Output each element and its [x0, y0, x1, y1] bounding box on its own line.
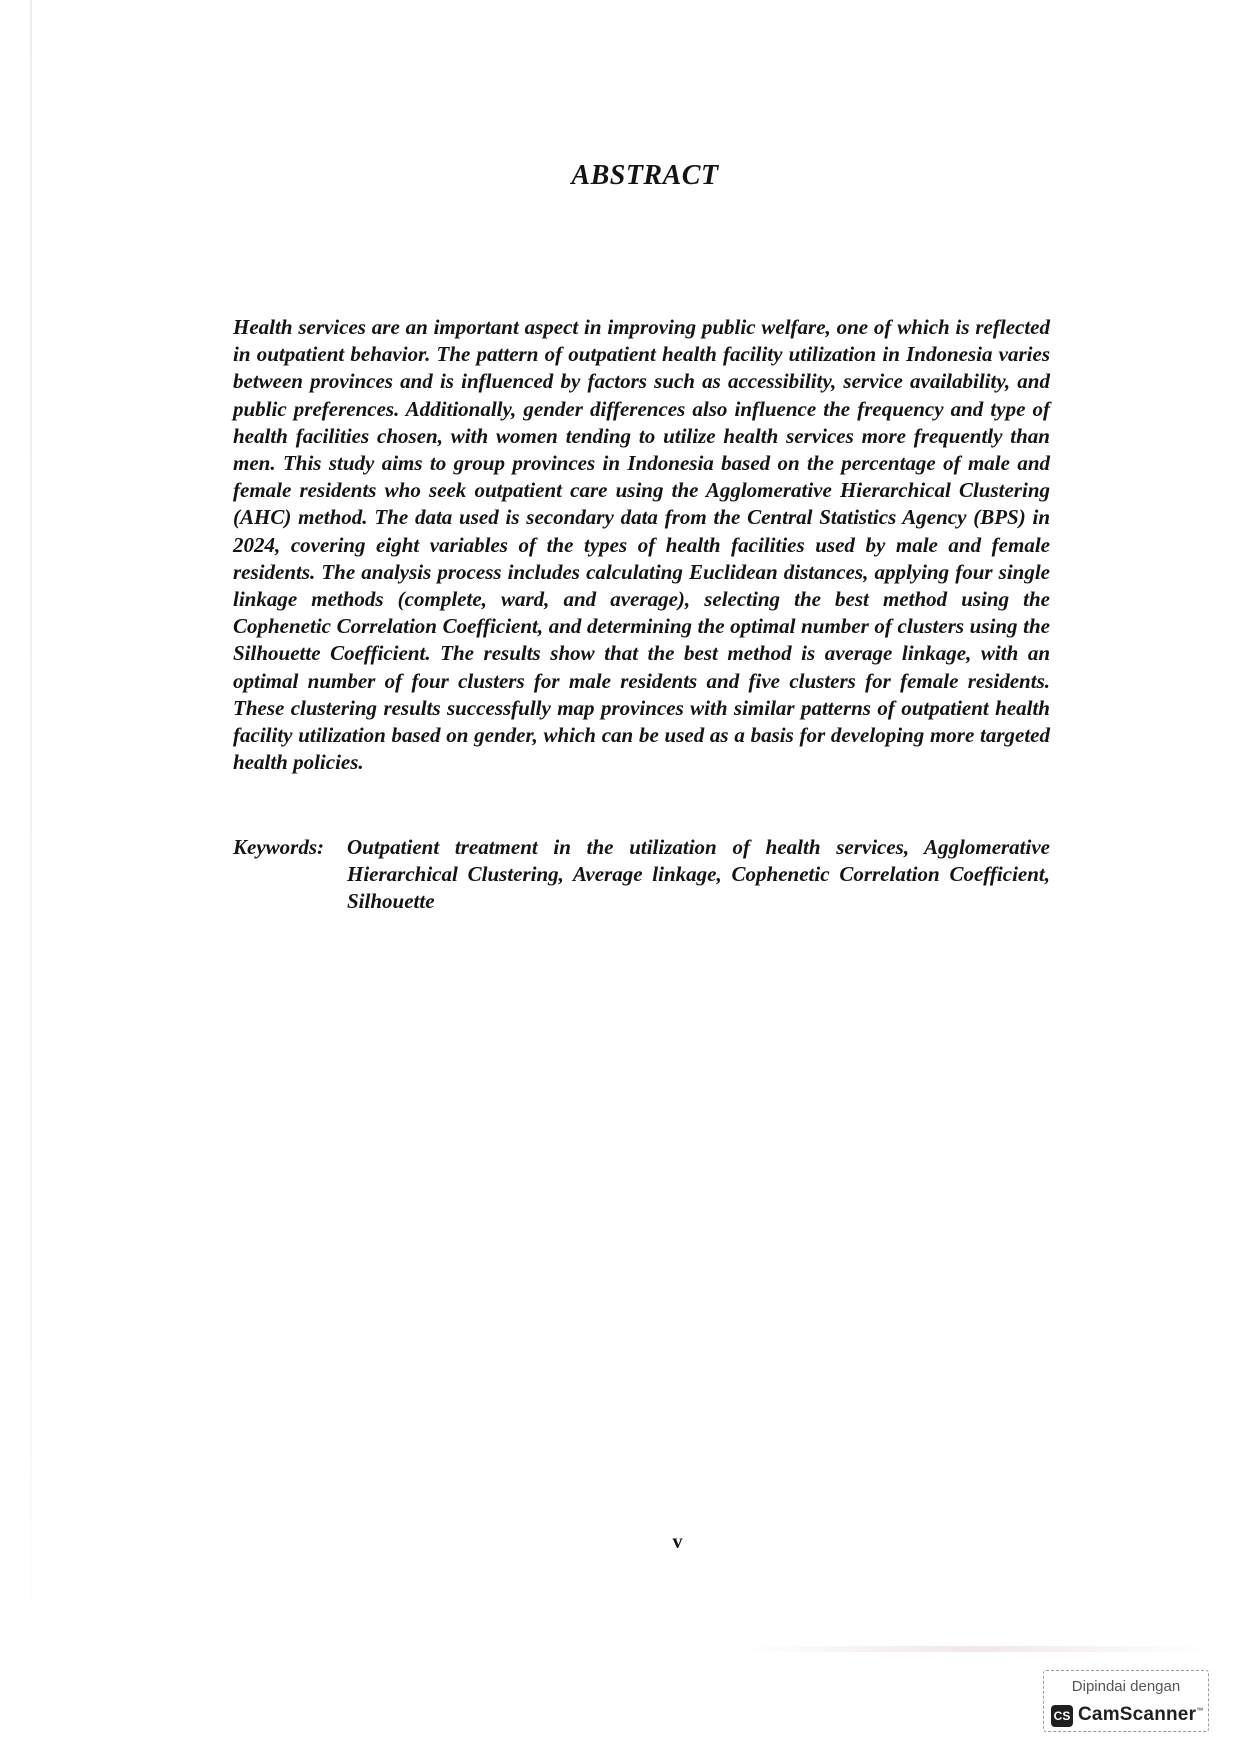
- camscanner-watermark: [1043, 1670, 1209, 1732]
- abstract-title: ABSTRACT: [571, 160, 719, 191]
- trademark-mark: ™: [1196, 1707, 1204, 1715]
- page-number: v: [672, 1531, 683, 1553]
- scan-shadow: [740, 1646, 1210, 1652]
- watermark-caption: Dipindai dengan: [1071, 1678, 1181, 1695]
- camscanner-logo-icon: CS: [1051, 1705, 1073, 1727]
- scan-page-edge: [30, 0, 32, 1650]
- watermark-brand: [1078, 1704, 1203, 1726]
- keywords-label: Keywords:: [233, 835, 324, 859]
- watermark-brand-name: CamScanner: [1078, 1704, 1197, 1725]
- keywords-list: Outpatient treatment in the utilization of health services, Agglomerative Hierarchical Clustering, Average linkage, Cophenetic Correlation Coefficient, Silhouette: [347, 835, 1050, 914]
- abstract-body: Health services are an important aspect in improving public welfare, one of which is reflected in outpatient behavior. The pattern of outpatient health facility utilization in Indonesia varies between provinces and is influenced by factors such as accessibility, service availability, and public preferences. Additionally, gender differences also influence the frequency and type of health facilities chosen, with women tending to utilize health services more frequently than men. This study aims to group provinces in Indonesia based on the percentage of male and female residents who seek outpatient care using the Agglomerative Hierarchical Clustering (AHC) method. The data used is secondary data from the Central Statistics Agency (BPS) in 2024, covering eight variables of the types of health facilities used by male and female residents. The analysis process includes calculating Euclidean distances, applying four single linkage methods (complete, ward, and average), selecting the best method using the Cophenetic Correlation Coefficient, and determining the optimal number of clusters using the Silhouette Coefficient. The results show that the best method is average linkage, with an optimal number of four clusters for male residents and five clusters for female residents. These clustering results successfully map provinces with similar patterns of outpatient health facility utilization based on gender, which can be used as a basis for developing more targeted health policies.: [233, 315, 1050, 775]
- keywords-section: [233, 834, 1050, 916]
